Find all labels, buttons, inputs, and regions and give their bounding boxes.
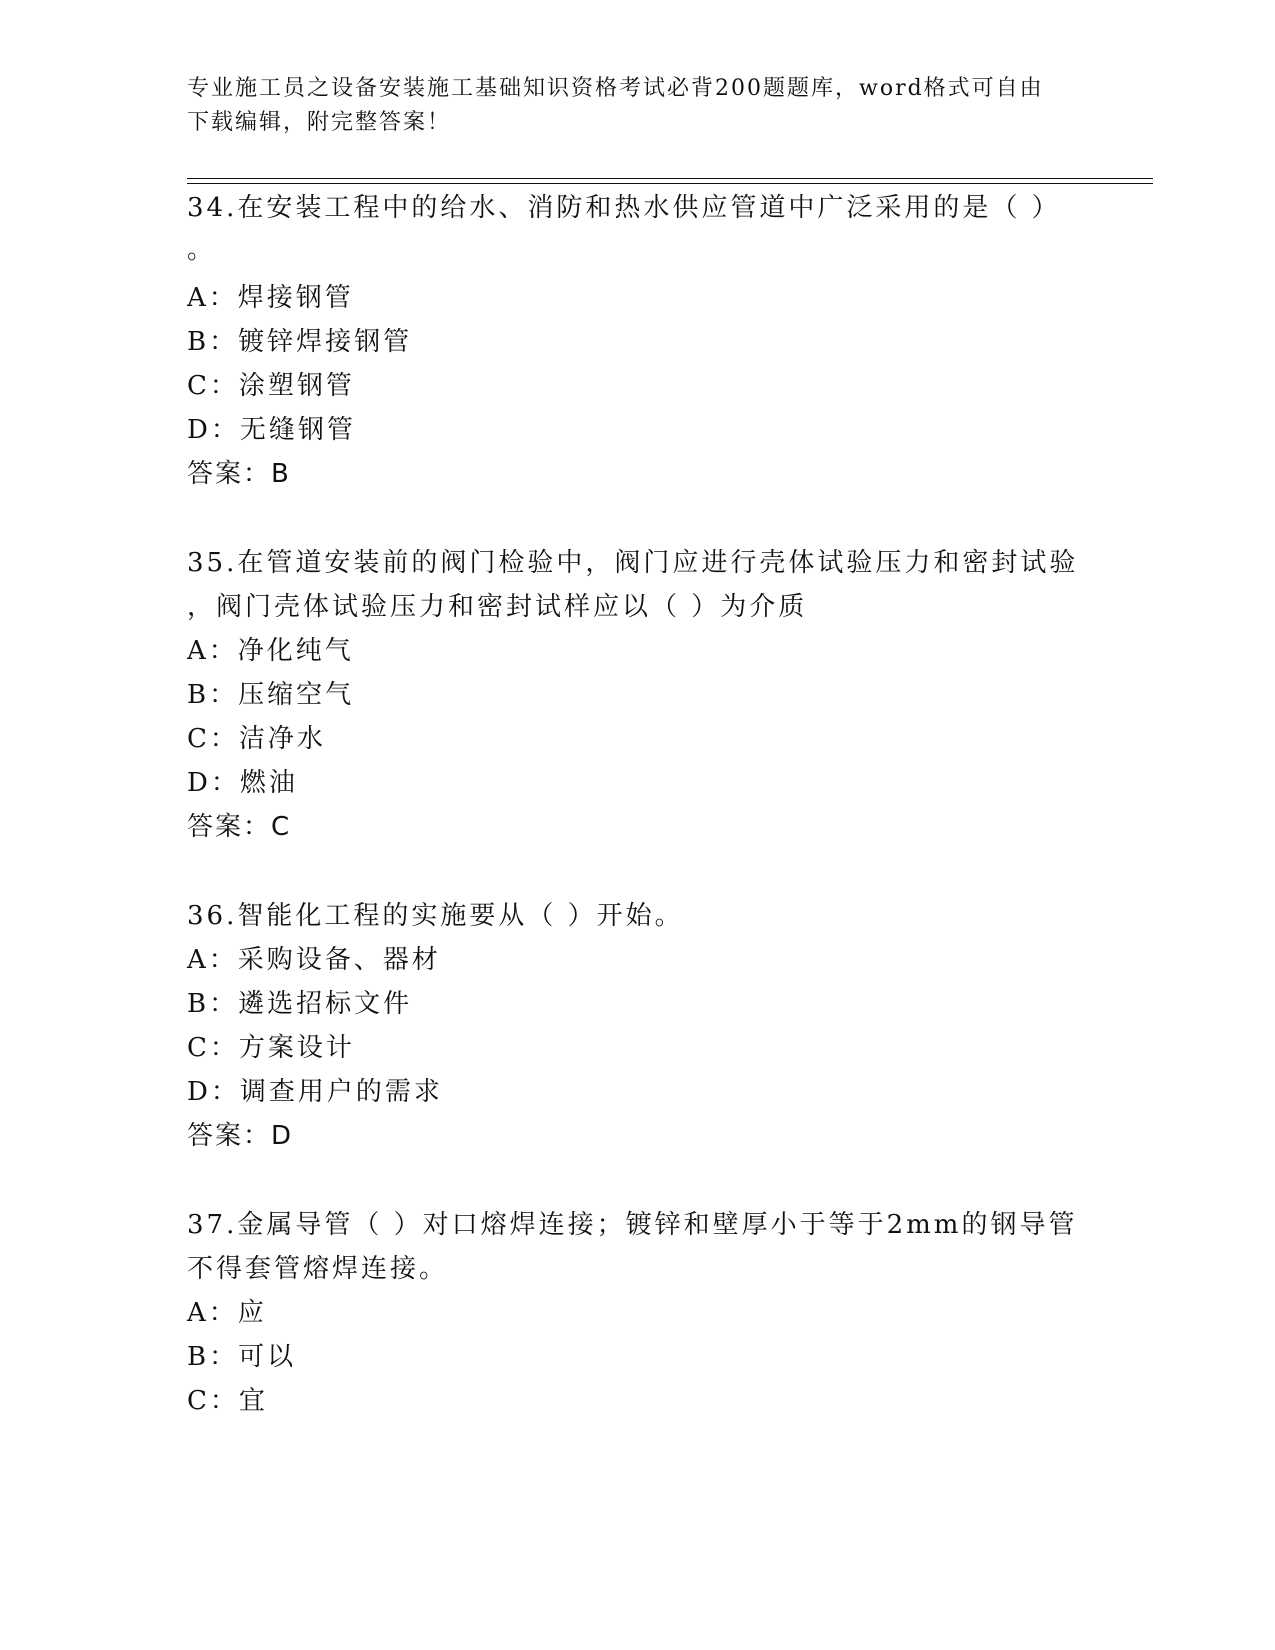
question-37-option-c: C：宜 (187, 1386, 268, 1416)
question-35-option-b: B：压缩空气 (187, 680, 355, 710)
question-35-option-a: A：净化纯气 (187, 636, 354, 666)
question-35-stem-cont: ，阀门壳体试验压力和密封试样应以（ ）为介质 (187, 592, 808, 622)
question-36-option-c: C：方案设计 (187, 1033, 355, 1063)
question-36-answer: 答案：D (187, 1121, 294, 1151)
question-36-option-b: B：遴选招标文件 (187, 989, 413, 1019)
question-35-stem: 35.在管道安装前的阀门检验中，阀门应进行壳体试验压力和密封试验 (187, 548, 1079, 578)
question-35-option-d: D：燃油 (187, 768, 298, 798)
question-34-option-b: B：镀锌焊接钢管 (187, 327, 413, 357)
question-37-stem-cont: 不得套管熔焊连接。 (187, 1254, 449, 1284)
question-36-option-d: D：调查用户的需求 (187, 1077, 443, 1107)
question-34-option-a: A：焊接钢管 (187, 283, 354, 313)
question-37-option-b: B：可以 (187, 1342, 297, 1372)
question-36-stem: 36.智能化工程的实施要从（ ）开始。 (187, 901, 684, 931)
question-34-stem: 34.在安装工程中的给水、消防和热水供应管道中广泛采用的是（ ） (187, 193, 1061, 223)
question-37-stem: 37.金属导管（ ）对口熔焊连接；镀锌和壁厚小于等于2mm的钢导管 (187, 1210, 1078, 1240)
question-35-option-c: C：洁净水 (187, 724, 326, 754)
question-37-option-a: A：应 (187, 1298, 267, 1328)
question-34-stem-cont: 。 (187, 235, 217, 265)
question-36-option-a: A：采购设备、器材 (187, 945, 441, 975)
header-divider-top (187, 178, 1153, 179)
question-34-option-c: C：涂塑钢管 (187, 371, 355, 401)
header-divider-bottom (187, 183, 1153, 184)
question-35-answer: 答案：C (187, 812, 292, 842)
document-header: 专业施工员之设备安装施工基础知识资格考试必背200题题库，word格式可自由下载编辑，附完整答案！ (187, 76, 1044, 135)
question-34-option-d: D：无缝钢管 (187, 415, 356, 445)
question-34-answer: 答案：B (187, 459, 291, 489)
